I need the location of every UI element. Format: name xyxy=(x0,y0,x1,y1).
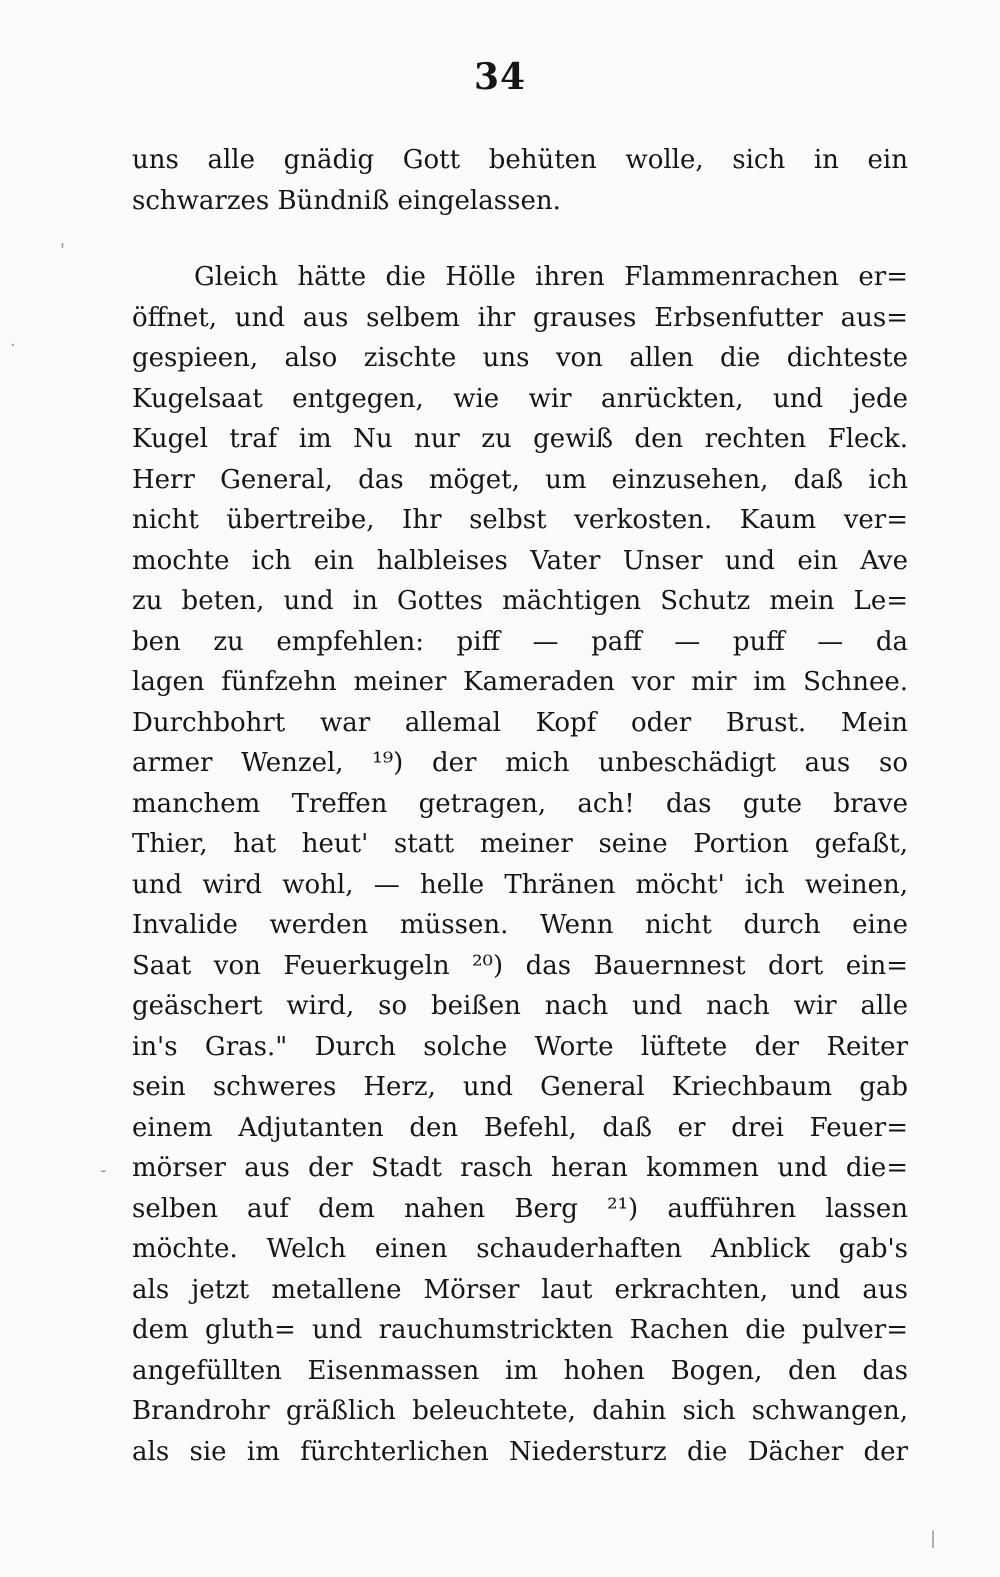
text-line: selben auf dem nahen Berg ²¹) aufführen lassen xyxy=(132,1193,908,1224)
scan-speck: | xyxy=(930,1528,937,1549)
text-line: Gleich hätte die Hölle ihren Flammenrachen er= xyxy=(194,262,908,292)
text-line: Durchbohrt war allemal Kopf oder Brust. Mein xyxy=(132,707,908,738)
scan-speck: ' xyxy=(60,240,65,261)
text-line: nicht übertreibe, Ihr selbst verkosten. Kaum ver= xyxy=(132,505,908,535)
text-line: Kugelsaat entgegen, wie wir anrückten, und jede xyxy=(132,383,908,414)
text-line: mörser aus der Stadt rasch heran kommen und die= xyxy=(132,1153,908,1183)
text-line: zu beten, und in Gottes mächtigen Schutz mein Le= xyxy=(132,586,908,616)
text-line: als jetzt metallene Mörser laut erkrachten, und aus xyxy=(132,1274,908,1305)
text-line: einem Adjutanten den Befehl, daß er drei Feuer= xyxy=(132,1112,908,1143)
text-line: lagen fünfzehn meiner Kameraden vor mir im Schnee. xyxy=(132,667,908,697)
body-text xyxy=(132,140,908,1472)
text-line: armer Wenzel, ¹⁹) der mich unbeschädigt aus so xyxy=(132,748,908,778)
text-line: und wird wohl, — helle Thränen möcht' ich weinen, xyxy=(132,869,908,900)
text-line: sein schweres Herz, und General Kriechbaum gab xyxy=(132,1072,908,1102)
scan-speck: - xyxy=(100,1160,107,1181)
text-line: Thier, hat heut' statt meiner seine Portion gefaßt, xyxy=(132,829,908,859)
text-line: in's Gras." Durch solche Worte lüftete der Reiter xyxy=(132,1031,908,1062)
text-line: uns alle gnädig Gott behüten wolle, sich in ein xyxy=(132,145,908,175)
text-line: geäschert wird, so beißen nach und nach wir alle xyxy=(132,991,908,1021)
text-line: mochte ich ein halbleises Vater Unser und ein Ave xyxy=(132,545,908,576)
page-number: 34 xyxy=(473,56,527,98)
text-line: möchte. Welch einen schauderhaften Anblick gab's xyxy=(132,1234,908,1264)
paragraph-gap xyxy=(132,221,908,257)
paragraph-2 xyxy=(132,257,908,1472)
text-line: Invalide werden müssen. Wenn nicht durch eine xyxy=(132,910,908,940)
text-line: gespieen, also zischte uns von allen die dichteste xyxy=(132,343,908,373)
scan-speck: . xyxy=(10,330,16,351)
text-line: dem gluth= und rauchumstrickten Rachen die pulver= xyxy=(132,1315,908,1345)
text-line: schwarzes Bündniß eingelassen. xyxy=(132,185,561,216)
text-line: Kugel traf im Nu nur zu gewiß den rechten Fleck. xyxy=(132,424,908,454)
text-line: Herr General, das möget, um einzusehen, daß ich xyxy=(132,464,908,495)
text-line: angefüllten Eisenmassen im hohen Bogen, den das xyxy=(132,1355,908,1386)
text-line: Brandrohr gräßlich beleuchtete, dahin sich schwangen, xyxy=(132,1396,908,1426)
paragraph-1 xyxy=(132,140,908,221)
text-line: manchem Treffen getragen, ach! das gute brave xyxy=(132,788,908,819)
text-line: als sie im fürchterlichen Niedersturz die Dächer der xyxy=(132,1436,908,1467)
text-line: ben zu empfehlen: piff — paff — puff — da xyxy=(132,626,908,657)
text-line: Saat von Feuerkugeln ²⁰) das Bauernnest dort ein= xyxy=(132,950,908,981)
text-line: öffnet, und aus selbem ihr grauses Erbsenfutter aus= xyxy=(132,302,908,333)
